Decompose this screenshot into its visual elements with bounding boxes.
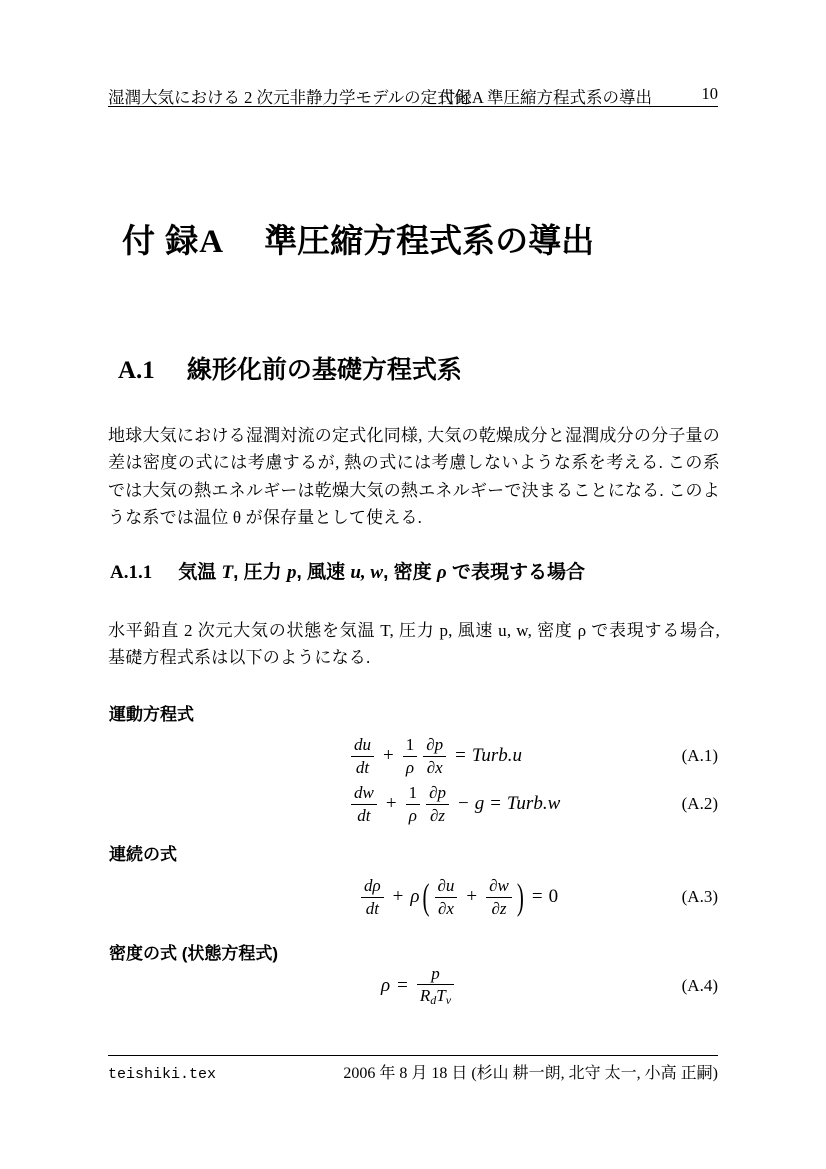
rho-variable: ρ	[381, 975, 391, 996]
numerator: dρ	[364, 875, 381, 895]
fraction-1-rho	[406, 783, 421, 825]
denominator: ∂z	[486, 897, 512, 919]
header-right-title: 付録A 準圧縮方程式系の導出	[438, 88, 652, 107]
gravity-term: g	[474, 793, 485, 814]
header-rule	[108, 106, 718, 107]
numerator: ∂p	[429, 782, 446, 802]
section-title: 線形化前の基礎方程式系	[186, 356, 462, 384]
right-parenthesis: )	[516, 875, 524, 918]
numerator: du	[354, 734, 371, 754]
equation-a2	[108, 779, 718, 829]
equation-a3-expression	[108, 869, 718, 925]
equation-a4	[108, 960, 718, 1012]
math-var-T: T	[221, 562, 234, 583]
motion-equations-label: 運動方程式	[109, 705, 194, 724]
equation-tag-a3: (A.3)	[681, 887, 718, 906]
zero-term: 0	[548, 886, 559, 907]
running-header	[108, 84, 718, 106]
fraction-dp-dx	[423, 735, 446, 777]
section-number: A.1	[118, 357, 155, 384]
denominator: dt	[351, 804, 377, 826]
subsection-number: A.1.1	[110, 562, 153, 583]
subscript-v: v	[445, 993, 452, 1008]
denominator	[417, 984, 454, 1008]
header-left-title: 湿潤大気における 2 次元非静力学モデルの定式化	[108, 88, 471, 107]
numerator: p	[431, 963, 440, 983]
chapter-title: 準圧縮方程式系の導出	[264, 222, 595, 259]
fraction-du-dt	[351, 735, 374, 777]
denominator: ∂x	[435, 897, 458, 919]
continuity-equation-label: 連続の式	[109, 845, 177, 864]
numerator: 1	[408, 782, 418, 802]
denominator: ∂z	[426, 804, 449, 826]
equals-sign: =	[455, 745, 466, 766]
equals-sign: =	[397, 975, 408, 996]
equation-a1-expression	[108, 731, 718, 781]
subsection-text: , 密度	[383, 562, 437, 583]
gas-constant-R: R	[419, 986, 431, 1006]
subsection-heading	[110, 557, 585, 584]
denominator: ρ	[403, 756, 418, 778]
turbulence-term: Turb.w	[506, 793, 561, 814]
subsection-text: で表現する場合	[446, 562, 585, 583]
numerator: ∂u	[437, 875, 455, 895]
numerator: 1	[405, 734, 415, 754]
page-number: 10	[701, 84, 718, 103]
numerator: ∂p	[426, 734, 444, 754]
subsection-text: , 風速	[296, 562, 351, 583]
fraction-p-RdTv	[417, 964, 454, 1008]
footer-filename: teishiki.tex	[108, 1066, 217, 1083]
chapter-heading	[122, 215, 594, 262]
subscript-d: d	[430, 993, 437, 1008]
equals-sign: =	[531, 886, 543, 907]
minus-operator: −	[457, 793, 469, 814]
plus-operator: +	[385, 793, 397, 814]
virtual-temperature-T: T	[436, 986, 446, 1006]
footer-date-authors: 2006 年 8 月 18 日 (杉山 耕一朗, 北守 太一, 小高 正嗣)	[343, 1065, 718, 1082]
equation-a3	[108, 869, 718, 925]
equation-a2-expression	[108, 779, 718, 829]
footer	[108, 1060, 718, 1083]
math-var-p: p	[286, 562, 297, 583]
fraction-1-rho	[403, 735, 418, 777]
equation-a1	[108, 731, 718, 781]
left-parenthesis: (	[422, 875, 430, 918]
subsection-title	[178, 562, 585, 583]
paragraph-intro: 地球大気における湿潤対流の定式化同様, 大気の乾燥成分と湿潤成分の分子量の差は密度の式には考慮するが, 熱の式には考慮しないような系を考える. この系では大気の熱エネルギーは乾燥大気の熱エネルギーで決まることになる. このような系では温位 θ が保存量として使える.	[108, 426, 720, 528]
equals-sign: =	[490, 793, 501, 814]
equation-a4-expression	[108, 960, 718, 1012]
rho-coefficient: ρ	[410, 886, 420, 907]
plus-operator: +	[392, 886, 404, 907]
turbulence-term: Turb.u	[471, 745, 523, 766]
numerator: ∂w	[489, 875, 509, 895]
denominator: ∂x	[423, 756, 446, 778]
math-var-rho: ρ	[436, 562, 447, 583]
denominator: ρ	[406, 804, 421, 826]
footer-rule	[108, 1055, 718, 1056]
fraction-dw-dt	[351, 783, 377, 825]
fraction-dw-dz	[486, 876, 512, 918]
subsection-text: 気温	[178, 562, 222, 583]
denominator: dt	[351, 756, 374, 778]
subsection-text: , 圧力	[233, 562, 287, 583]
plus-operator: +	[466, 886, 478, 907]
fraction-du-dx	[435, 876, 458, 918]
math-var-uw: u, w	[350, 562, 384, 583]
equation-tag-a4: (A.4)	[681, 976, 718, 995]
equation-tag-a2: (A.2)	[681, 794, 718, 813]
numerator: dw	[354, 782, 374, 802]
fraction-dp-dz	[426, 783, 449, 825]
plus-operator: +	[383, 745, 394, 766]
fraction-drho-dt	[361, 876, 384, 918]
density-equation-label: 密度の式 (状態方程式)	[109, 944, 279, 963]
section-heading	[118, 350, 462, 386]
paragraph-setup: 水平鉛直 2 次元大気の状態を気温 T, 圧力 p, 風速 u, w, 密度 ρ で表現する場合, 基礎方程式系は以下のようになる.	[108, 621, 720, 668]
chapter-label: 付 録A	[122, 224, 225, 260]
denominator: dt	[361, 897, 384, 919]
equation-tag-a1: (A.1)	[681, 746, 718, 765]
